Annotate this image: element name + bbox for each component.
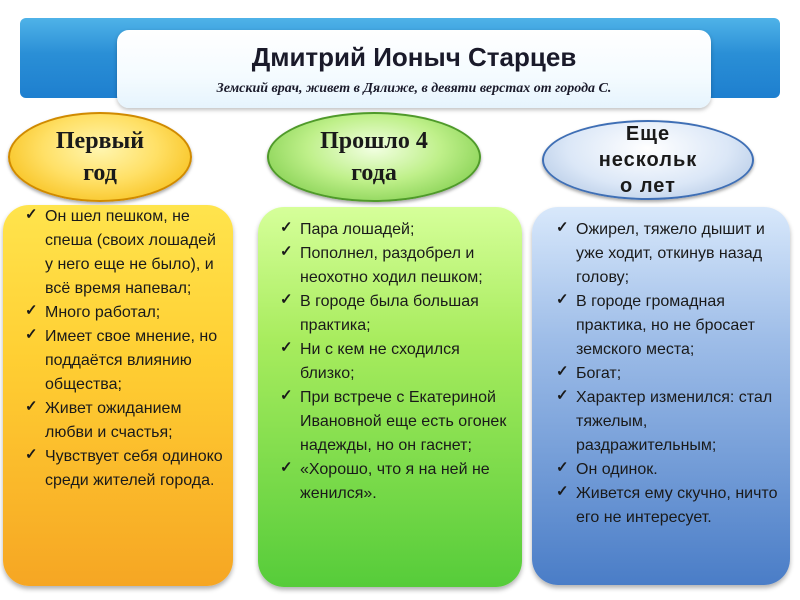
list-item: ✓ Богат; bbox=[554, 362, 784, 386]
column-four-years bbox=[258, 207, 522, 587]
column-first-year bbox=[3, 205, 233, 586]
list-item: ✓ Много работал; bbox=[23, 301, 223, 325]
period-label-four-years: Прошло 4 года bbox=[267, 112, 481, 202]
list-item: ✓ Он одинок. bbox=[554, 458, 784, 482]
list-item: ✓ При встрече с Екатериной Ивановной еще есть огонек надежды, но он гаснет; bbox=[278, 386, 518, 458]
page-subtitle: Земский врач, живет в Дялиже, в девяти верстах от города С. bbox=[216, 81, 612, 96]
column-list bbox=[23, 205, 223, 493]
period-label-first-year: Первый год bbox=[8, 112, 192, 202]
list-item: ✓ Пара лошадей; bbox=[278, 218, 518, 242]
column-list bbox=[278, 218, 518, 506]
page-title: Дмитрий Ионыч Старцев bbox=[251, 42, 577, 72]
column-several-years bbox=[532, 207, 790, 585]
list-item: ✓ Он шел пешком, не спеша (своих лошадей у него еще не было), и всё время напевал; bbox=[23, 205, 223, 301]
period-label-several-years: Еще нескольк о лет bbox=[542, 120, 754, 200]
column-list bbox=[554, 218, 784, 530]
list-item: ✓ «Хорошо, что я на ней не женился». bbox=[278, 458, 518, 506]
title-box bbox=[117, 30, 711, 108]
list-item: ✓ Чувствует себя одиноко среди жителей города. bbox=[23, 445, 223, 493]
list-item: ✓ В городе громадная практика, но не бросает земского места; bbox=[554, 290, 784, 362]
list-item: ✓ Имеет свое мнение, но поддаётся влиянию общества; bbox=[23, 325, 223, 397]
list-item: ✓ Пополнел, раздобрел и неохотно ходил пешком; bbox=[278, 242, 518, 290]
list-item: ✓ В городе была большая практика; bbox=[278, 290, 518, 338]
list-item: ✓ Живется ему скучно, ничто его не интересует. bbox=[554, 482, 784, 530]
list-item: ✓ Живет ожиданием любви и счастья; bbox=[23, 397, 223, 445]
list-item: ✓ Характер изменился: стал тяжелым, раздражительным; bbox=[554, 386, 784, 458]
list-item: ✓ Ожирел, тяжело дышит и уже ходит, откинув назад голову; bbox=[554, 218, 784, 290]
list-item: ✓ Ни с кем не сходился близко; bbox=[278, 338, 518, 386]
